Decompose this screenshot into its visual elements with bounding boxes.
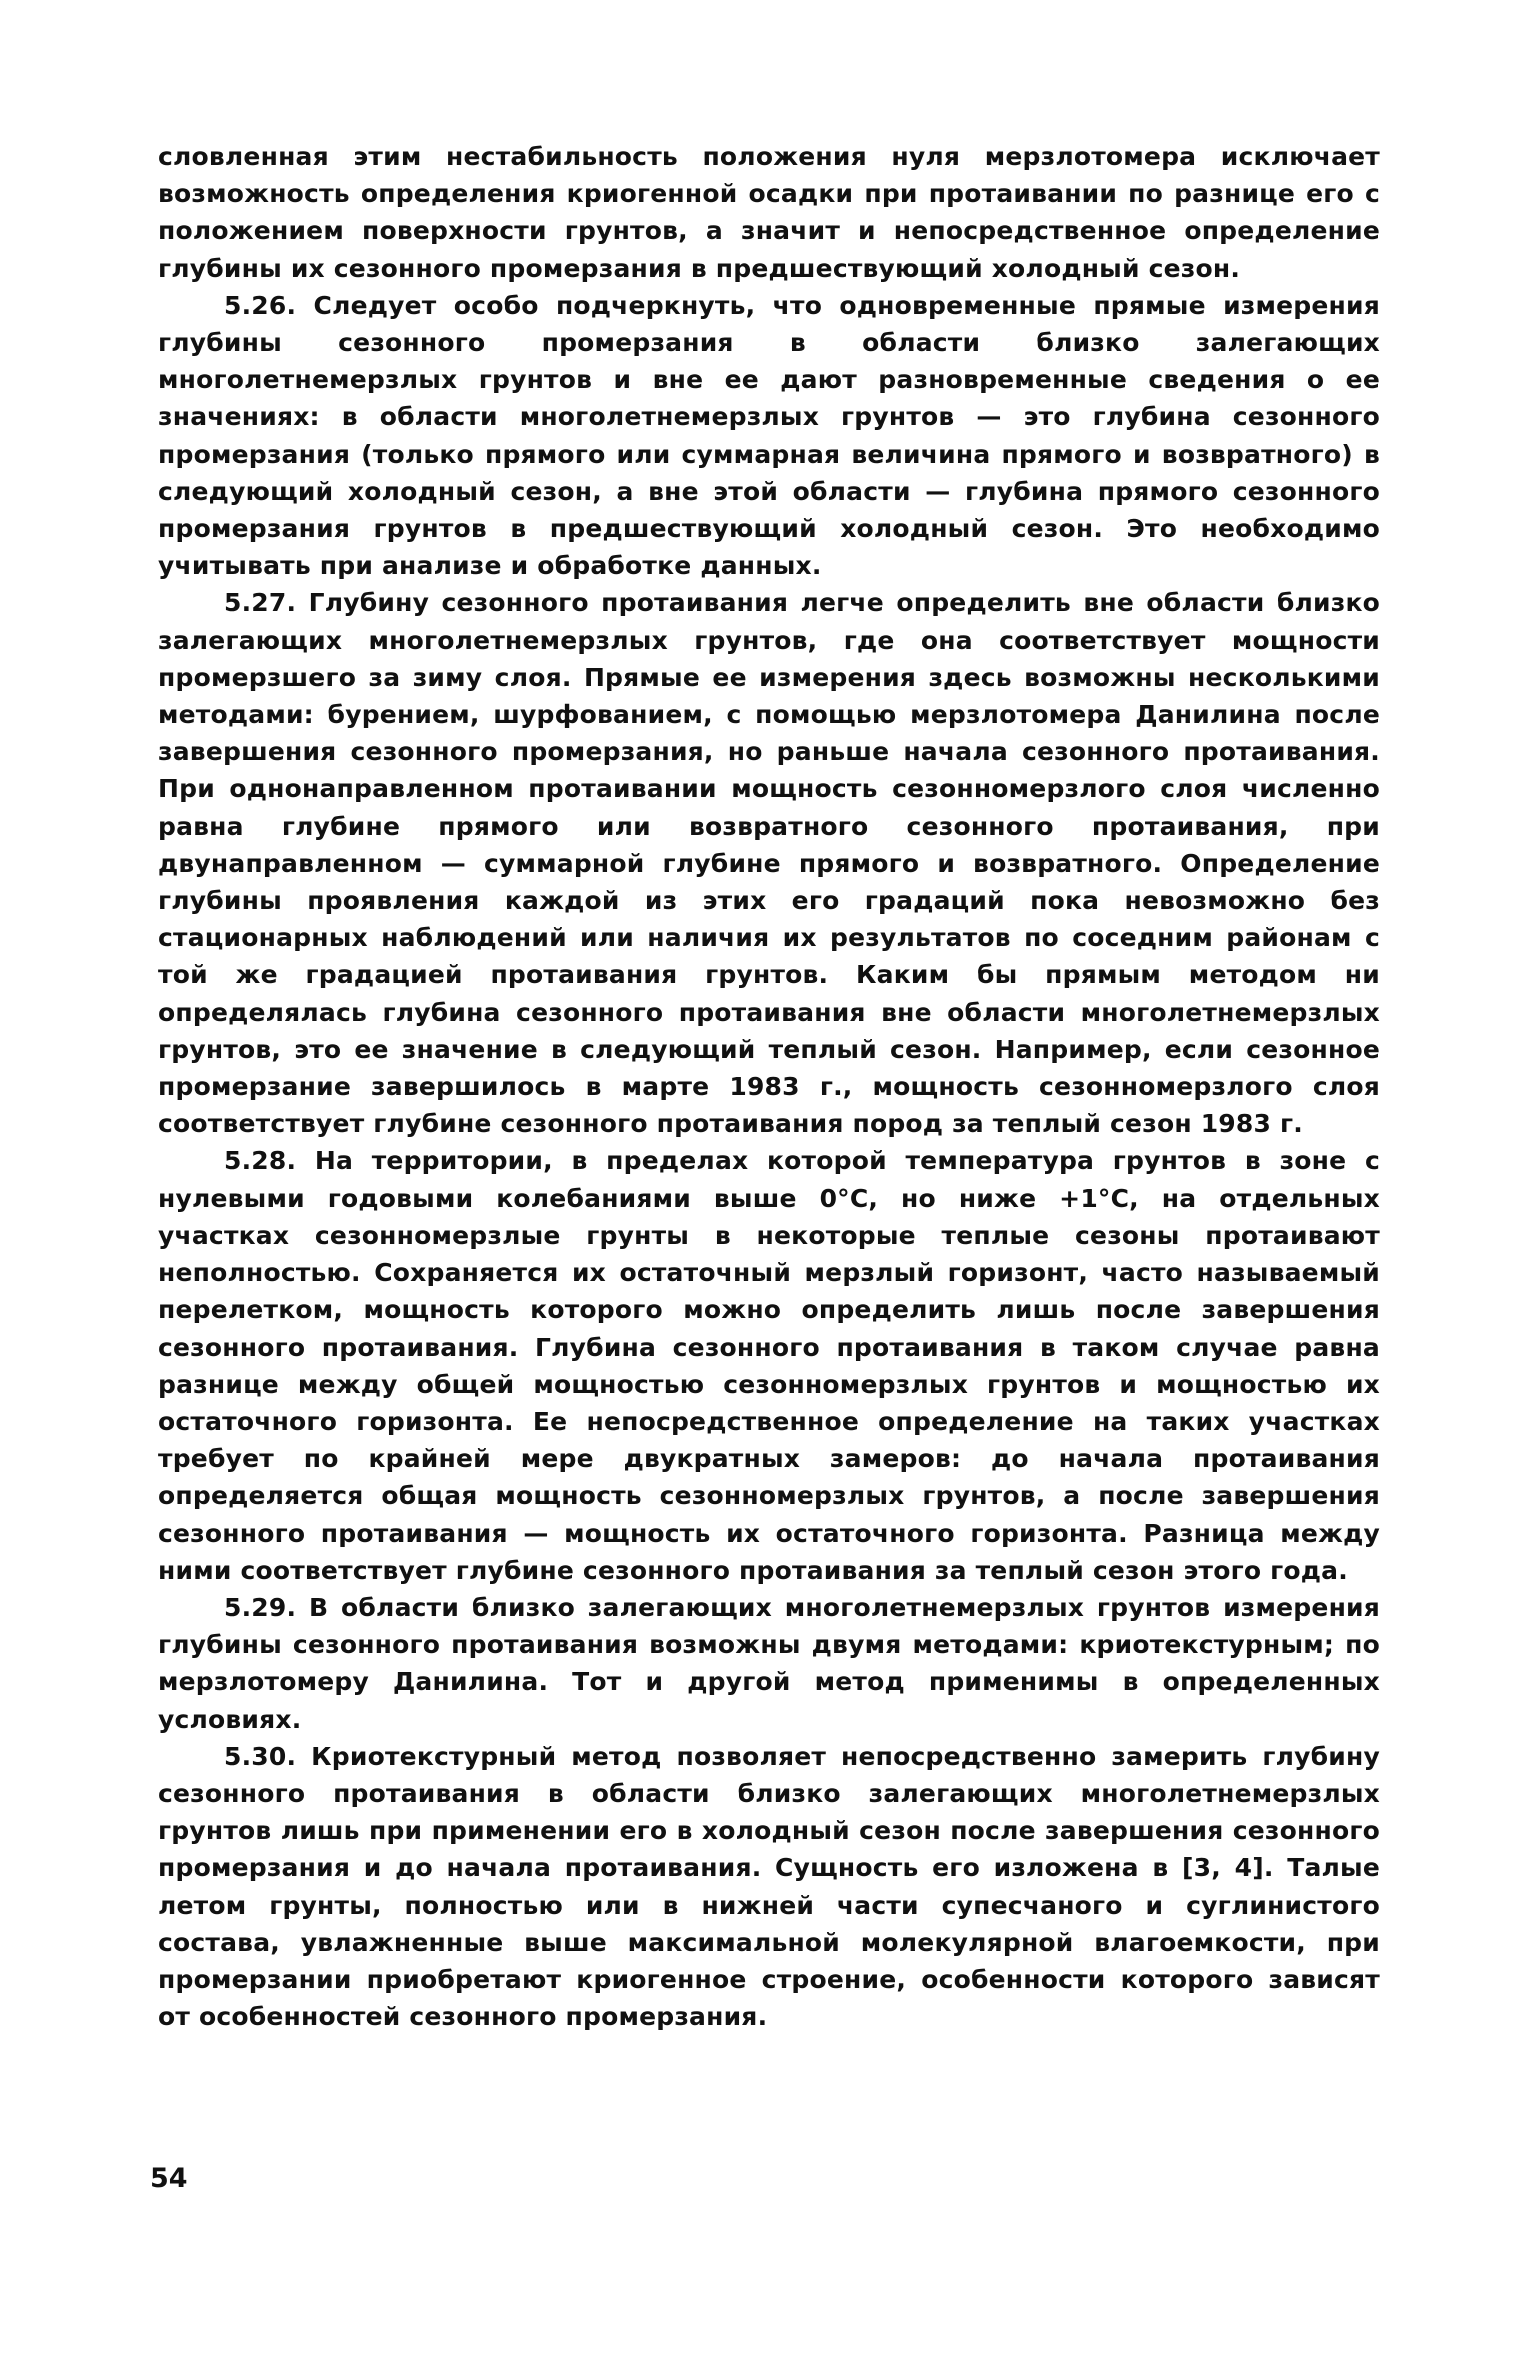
paragraph-5-26 xyxy=(158,287,1380,585)
paragraph-continuation xyxy=(158,138,1380,287)
section-number: 5.29. xyxy=(224,1592,297,1622)
section-number: 5.26. xyxy=(224,290,297,320)
section-number: 5.28. xyxy=(224,1146,297,1176)
paragraph-text: В области близко залегающих многолетнемерзлых грунтов измерения глубины сезонного протаивания возможны двумя методами: криотекстурным; по мерзлотомеру Данилина. Тот и другой метод применимы в определенных условиях. xyxy=(158,1592,1381,1734)
paragraph-5-30 xyxy=(158,1738,1380,2036)
section-number: 5.27. xyxy=(224,588,297,618)
paragraph-5-27 xyxy=(158,584,1380,1142)
page-number: 54 xyxy=(150,2163,188,2194)
section-number: 5.30. xyxy=(224,1741,297,1771)
paragraph-text: Криотекстурный метод позволяет непосредственно замерить глубину сезонного протаивания в области близко залегающих многолетнемерзлых грунтов лишь при применении его в холодный сезон после завершения сезонного промерзания и до начала протаивания. Сущность его изложена в [3, 4]. Талые летом грунты, полностью или в нижней части супесчаного и суглинистого состава, увлажненные выше максимальной молекулярной влагоемкости, при промерзании приобретают криогенное строение, особенности которого зависят от особенностей сезонного промерзания. xyxy=(158,1741,1380,2032)
body-text xyxy=(158,138,1380,2035)
paragraph-5-29 xyxy=(158,1589,1380,1738)
paragraph-text: словленная этим нестабильность положения нуля мерзлотомера исключает возможность определения криогенной осадки при протаивании по разнице его с положением поверхности грунтов, а значит и непосредственное определение глубины их сезонного промерзания в предшествующий холодный сезон. xyxy=(158,142,1380,283)
paragraph-text: Следует особо подчеркнуть, что одновременные прямые измерения глубины сезонного промерзания в области близко залегающих многолетнемерзлых грунтов и вне ее дают разновременные сведения о ее значениях: в области многолетнемерзлых грунтов — это глубина сезонного промерзания (только прямого или суммарная величина прямого и возвратного) в следующий холодный сезон, а вне этой области — глубина прямого сезонного промерзания грунтов в предшествующий холодный сезон. Это необходимо учитывать при анализе и обработке данных. xyxy=(158,290,1380,581)
paragraph-text: Глубину сезонного протаивания легче определить вне области близко залегающих многолетнемерзлых грунтов, где она соответствует мощности промерзшего за зиму слоя. Прямые ее измерения здесь возможны несколькими методами: бурением, шурфованием, с помощью мерзлотомера Данилина после завершения сезонного промерзания, но раньше начала сезонного протаивания. При однонаправленном протаивании мощность сезонномерзлого слоя численно равна глубине прямого или возвратного сезонного протаивания, при двунаправленном — суммарной глубине прямого и возвратного. Определение глубины проявления каждой из этих его градаций пока невозможно без стационарных наблюдений или наличия их результатов по соседним районам с той же градацией протаивания грунтов. Каким бы прямым методом ни определялась глубина сезонного протаивания вне области многолетнемерзлых грунтов, это ее значение в следующий теплый сезон. Например, если сезонное промерзание завершилось в марте 1983 г., мощность сезонномерзлого слоя соответствует глубине сезонного протаивания пород за теплый сезон 1983 г. xyxy=(158,588,1381,1139)
paragraph-text: На территории, в пределах которой температура грунтов в зоне с нулевыми годовыми колебаниями выше 0°С, но ниже +1°С, на отдельных участках сезонномерзлые грунты в некоторые теплые сезоны протаивают неполностью. Сохраняется их остаточный мерзлый горизонт, часто называемый перелетком, мощность которого можно определить лишь после завершения сезонного протаивания. Глубина сезонного протаивания в таком случае равна разнице между общей мощностью сезонномерзлых грунтов и мощностью их остаточного горизонта. Ее непосредственное определение на таких участках требует по крайней мере двукратных замеров: до начала протаивания определяется общая мощность сезонномерзлых грунтов, а после завершения сезонного протаивания — мощность их остаточного горизонта. Разница между ними соответствует глубине сезонного протаивания за теплый сезон этого года. xyxy=(158,1146,1381,1585)
paragraph-5-28 xyxy=(158,1142,1380,1588)
